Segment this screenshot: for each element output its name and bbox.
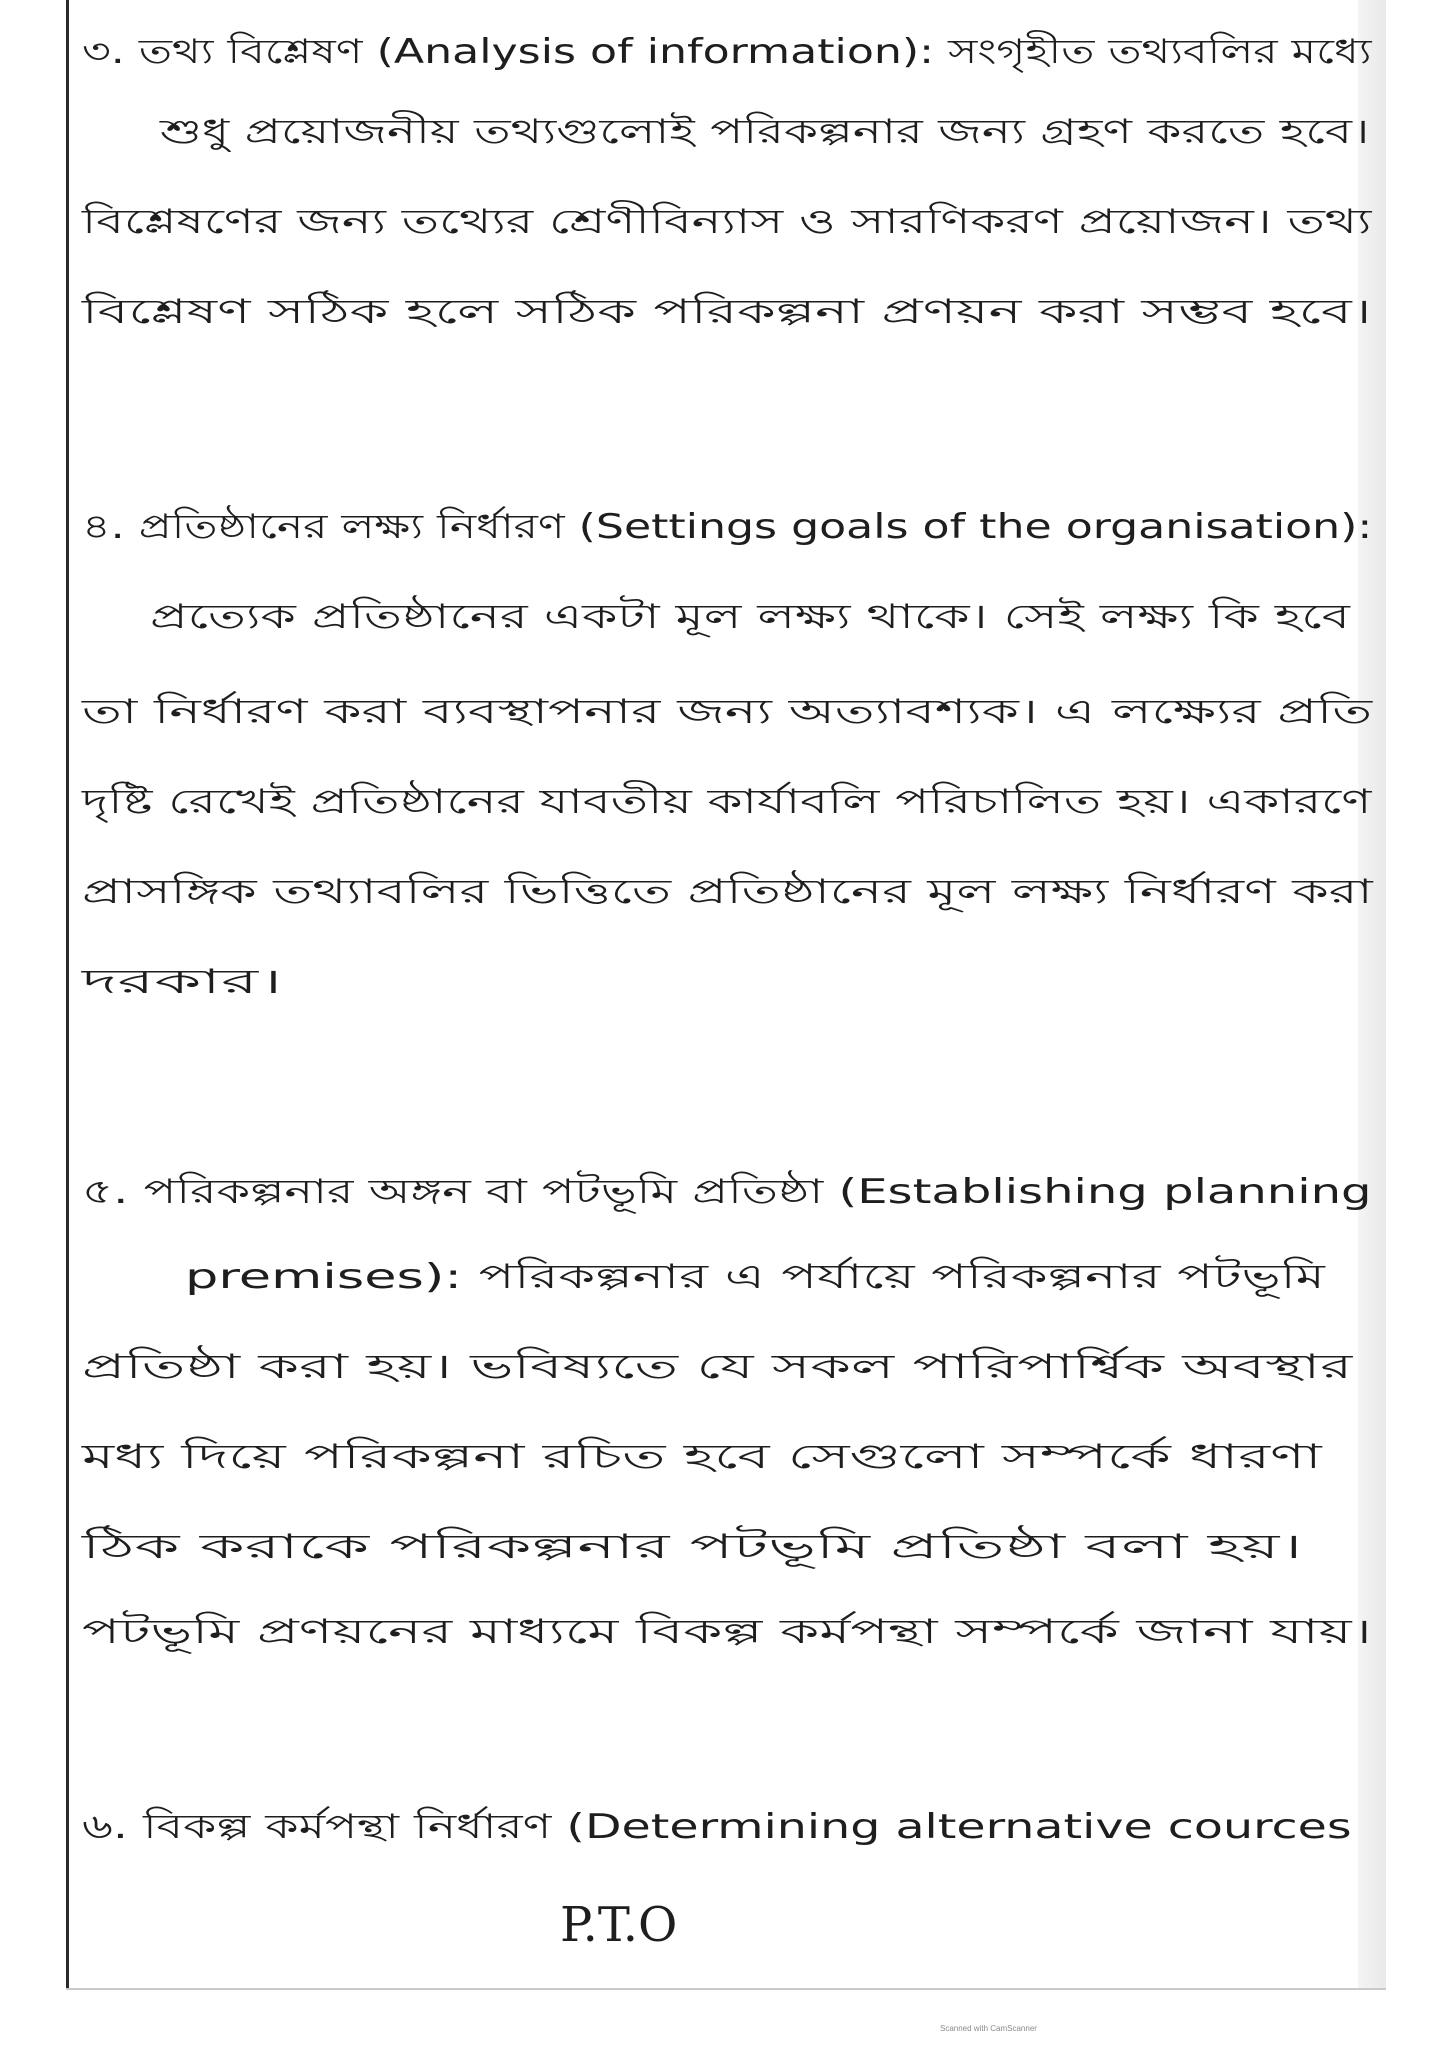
text-line: premises): পরিকল্পনার এ পর্যায়ে পরিকল্পনার পটভূমি [185,1257,1325,1297]
text-line: দরকার। [82,962,283,1002]
text-line: ৫. পরিকল্পনার অঙ্গন বা পটভূমি প্রতিষ্ঠা (Establishing planning [82,1172,1372,1212]
text-line: ৩. তথ্য বিশ্লেষণ (Analysis of information): সংগৃহীত তথ্যবলির মধ্যে [82,32,1372,72]
text-line: প্রাসঙ্গিক তথ্যাবলির ভিত্তিতে প্রতিষ্ঠানের মূল লক্ষ্য নির্ধারণ করা [82,872,1373,912]
text-line: বিশ্লেষণের জন্য তথ্যের শ্রেণীবিন্যাস ও সারণিকরণ প্রয়োজন। তথ্য [82,202,1372,242]
text-line: মধ্য দিয়ে পরিকল্পনা রচিত হবে সেগুলো সম্পর্কে ধারণা [82,1437,1322,1477]
text-line: প্রতিষ্ঠা করা হয়। ভবিষ্যতে যে সকল পারিপার্শ্বিক অবস্থার [82,1347,1353,1387]
margin-line [66,0,69,1990]
text-line: ঠিক করাকে পরিকল্পনার পটভূমি প্রতিষ্ঠা বলা হয়। [82,1527,1303,1567]
page-bottom-edge [66,1988,1386,1990]
text-line: দৃষ্টি রেখেই প্রতিষ্ঠানের যাবতীয় কার্যাবলি পরিচালিত হয়। একারণে [82,782,1372,822]
text-line: পটভূমি প্রণয়নের মাধ্যমে বিকল্প কর্মপন্থা সম্পর্কে জানা যায়। [82,1612,1372,1652]
pto-note: P.T.O [560,1897,678,1953]
scanner-watermark: Scanned with CamScanner [940,2024,1037,2033]
text-line: ৬. বিকল্প কর্মপন্থা নির্ধারণ (Determining alternative cources [82,1807,1352,1847]
text-line: প্রত্যেক প্রতিষ্ঠানের একটা মূল লক্ষ্য থাকে। সেই লক্ষ্য কি হবে [150,597,1350,637]
text-line: তা নির্ধারণ করা ব্যবস্থাপনার জন্য অত্যাবশ্যক। এ লক্ষ্যের প্রতি [82,692,1373,732]
text-line: ৪. প্রতিষ্ঠানের লক্ষ্য নির্ধারণ (Settings goals of the organisation): [82,507,1373,547]
text-line: বিশ্লেষণ সঠিক হলে সঠিক পরিকল্পনা প্রণয়ন করা সম্ভব হবে। [82,292,1372,332]
text-line: শুধু প্রয়োজনীয় তথ্যগুলোই পরিকল্পনার জন্য গ্রহণ করতে হবে। [160,112,1370,152]
